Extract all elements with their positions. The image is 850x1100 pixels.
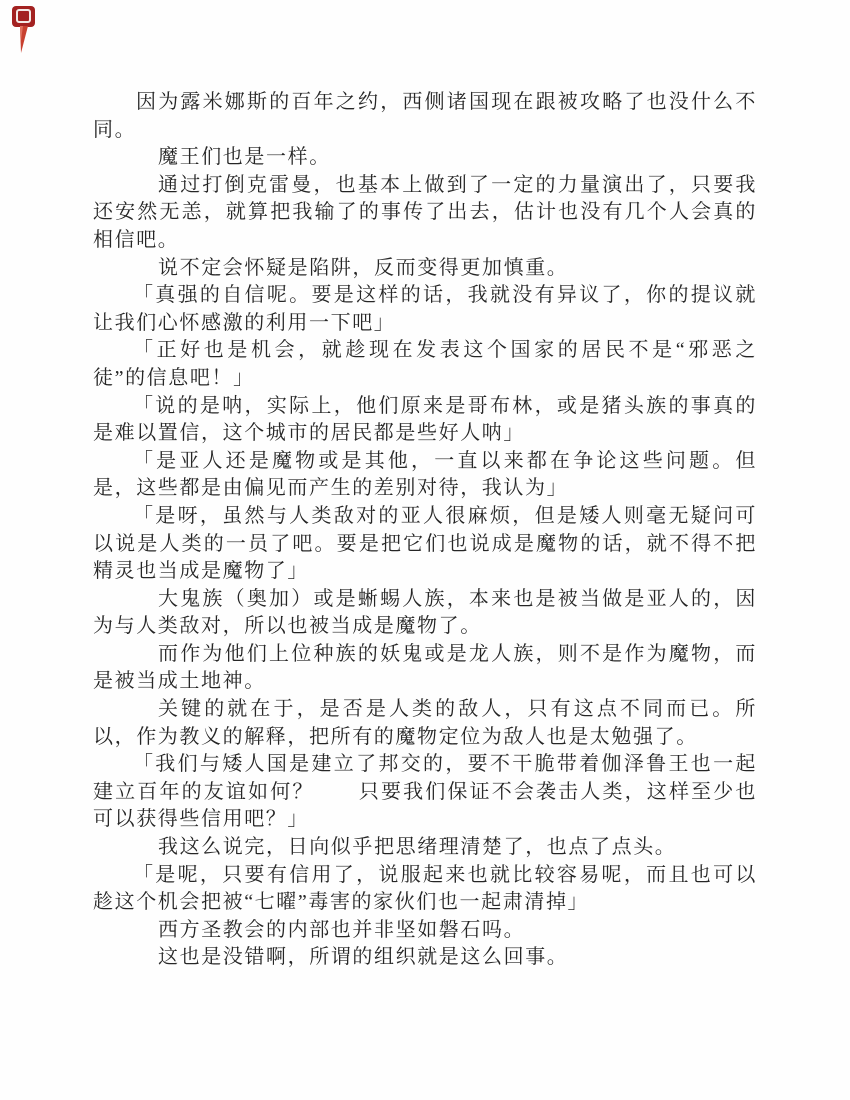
paragraph: 魔王们也是一样。	[158, 146, 331, 169]
red-bookmark-pin-icon	[9, 4, 41, 56]
paragraph: 这也是没错啊，所谓的组织就是这么回事。	[158, 946, 569, 969]
paragraph: 而作为他们上位种族的妖鬼或是龙人族，则不是作为魔物，而是被当成土地神。	[93, 642, 757, 693]
paragraph: 西方圣教会的内部也并非坚如磐石吗。	[158, 918, 526, 941]
paragraph: 「是亚人还是魔物或是其他，一直以来都在争论这些问题。但是，这些都是由偏见而产生的差别对待，我认为」	[93, 449, 757, 500]
paragraph: 「是呢，只要有信用了，说服起来也就比较容易呢，而且也可以趁这个机会把被“七曜”毒害的家伙们也一起肃清掉」	[93, 863, 757, 914]
paragraph: 大鬼族（奥加）或是蜥蜴人族，本来也是被当做是亚人的，因为与人类敌对，所以也被当成是魔物了。	[93, 587, 757, 638]
paragraph: 说不定会怀疑是陷阱，反而变得更加慎重。	[158, 256, 569, 279]
paragraph: 因为露米娜斯的百年之约，西侧诸国现在跟被攻略了也没什么不同。	[93, 91, 757, 141]
page-text	[93, 89, 757, 972]
paragraph: 「真强的自信呢。要是这样的话，我就没有异议了，你的提议就让我们心怀感激的利用一下吧」	[93, 284, 757, 334]
paragraph: 「说的是呐，实际上，他们原来是哥布林，或是猪头族的事真的是难以置信，这个城市的居民都是些好人呐」	[93, 394, 757, 445]
paragraph: 关键的就在于，是否是人类的敌人，只有这点不同而已。所以，作为教义的解释，把所有的魔物定位为敌人也是太勉强了。	[93, 698, 757, 748]
paragraph: 我这么说完，日向似乎把思绪理清楚了，也点了点头。	[158, 836, 677, 859]
paragraph: 「是呀，虽然与人类敌对的亚人很麻烦，但是矮人则毫无疑问可以说是人类的一员了吧。要是把它们也说成是魔物的话，就不得不把精灵也当成是魔物了」	[93, 504, 757, 583]
paragraph: 通过打倒克雷曼，也基本上做到了一定的力量演出了，只要我还安然无恙，就算把我输了的事传了出去，估计也没有几个人会真的相信吧。	[93, 173, 757, 251]
paragraph: 「我们与矮人国是建立了邦交的，要不干脆带着伽泽鲁王也一起建立百年的友谊如何？ 只要我们保证不会袭击人类，这样至少也可以获得些信用吧？」	[93, 753, 757, 831]
paragraph: 「正好也是机会，就趁现在发表这个国家的居民不是“邪恶之徒”的信息吧！」	[93, 339, 757, 389]
